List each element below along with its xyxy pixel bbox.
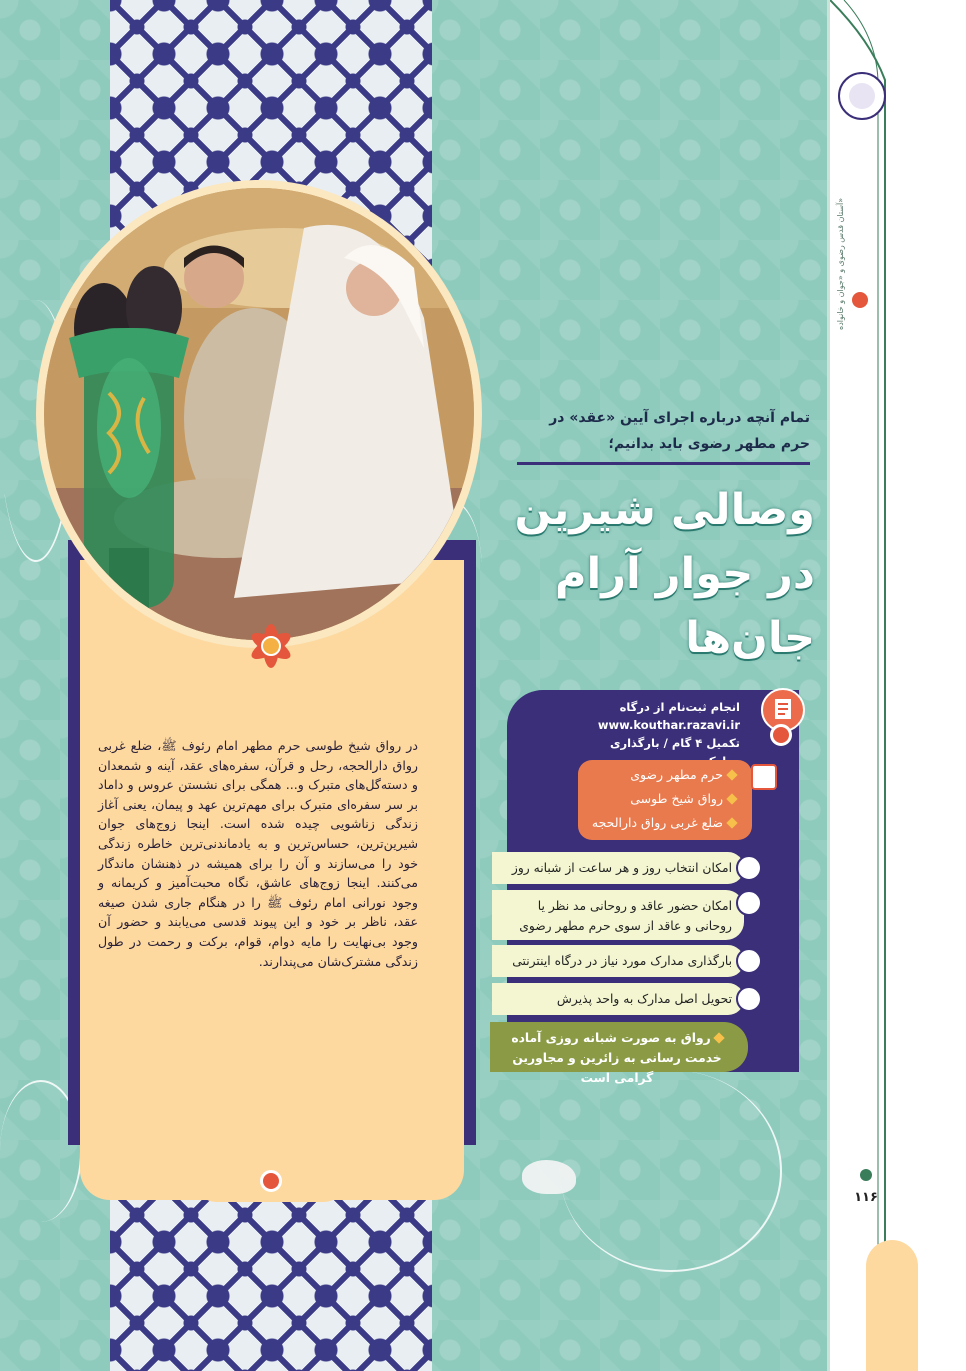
wedding-photo-illustration [44, 188, 474, 640]
wedding-photo [44, 188, 474, 640]
bullet-icon [713, 1032, 724, 1043]
map-icon [751, 764, 777, 790]
magazine-logo [838, 72, 886, 120]
feature-item: بارگذاری مدارک مورد نیاز در درگاه اینترنتی [492, 945, 744, 977]
article-intro: تمام آنچه درباره اجرای آیین «عقد» در حرم مطهر رضوی باید بدانیم؛ [549, 410, 810, 452]
feature-item: امکان انتخاب روز و هر ساعت از شبانه روز [492, 852, 744, 884]
feature-item: امکان حضور عاقد و روحانی مد نظر یا روحانی و عاقد از سوی حرم مطهر رضوی [492, 890, 744, 940]
bullet-icon [726, 817, 737, 828]
bullet-icon [726, 769, 737, 780]
location-item: ضلع غربی رواق دارالحجه [584, 811, 736, 835]
location-item: رواق شیخ طوسی [584, 787, 736, 811]
title-line-2: در جوار آرام جان‌ها [555, 549, 815, 663]
bird-decoration [522, 1160, 576, 1194]
registration-steps: تکمیل ۴ گام / بارگذاری [609, 736, 740, 750]
location-item: حرم مطهر رضوی [584, 763, 736, 787]
page-tab [866, 1240, 918, 1371]
clipboard-icon [736, 986, 762, 1012]
side-caption: آستان قدس رضوی و «جوان و خانواده» [836, 197, 845, 330]
upload-icon [736, 948, 762, 974]
feature-item: تحویل اصل مدارک به واحد پذیرش [492, 983, 744, 1015]
registration-url[interactable]: www.kouthar.razavi.ir [597, 718, 740, 732]
flower-ornament-icon [260, 1170, 282, 1192]
white-vine-decoration [560, 1070, 782, 1272]
registration-line: انجام ثبت‌نام از درگاه [619, 700, 740, 714]
flower-ornament-icon [770, 724, 792, 746]
flower-ornament-icon [249, 624, 293, 668]
calendar-icon [736, 855, 762, 881]
service-note: رواق به صورت شبانه روزی آماده خدمت رسانی به زائرین و مجاورین گرامی است [490, 1022, 748, 1072]
article-body: در رواق شیخ طوسی حرم مطهر امام رئوف ﷺ، ضلع غربی رواق دارالحجه، رحل و قرآن، سفره‌های عقد، آینه و شمعدان و دسته‌گل‌های متبرک و... همگی برای نشستن عروس و داماد بر سر سفره‌ای متبرک برای مهم‌ترین عهد و پیمان، یعنی آغاز زندگی زناشویی چیده شده است. اینجا زوج‌های جوان شیرین‌ترین، حساس‌ترین و به یادماندنی‌ترین خاطره زندگی خود را می‌سازند و آن را برای همیشه در ذهنشان ماندگار می‌کنند. اینجا زوج‌های عاشق، نگاه محبت‌آمیز و کریمانه و وجود نورانی امام رئوف ﷺ را در هنگام جاری شدن صیغه عقد، ناظر بر خود و این پیوند قدسی می‌یابند و حضور آن وجود بی‌نهایت را مایه دوام، قوام، برکت و رحمت در طول زندگی مشترک‌شان می‌پندارند. [98, 738, 418, 969]
page-number: ۱۱۶ [854, 1190, 878, 1205]
intro-divider [517, 462, 810, 465]
location-list [584, 763, 736, 835]
article-title [470, 478, 815, 670]
bullet-icon [726, 793, 737, 804]
cleric-icon [736, 890, 762, 916]
title-line-1: وصالی شیرین [514, 485, 815, 535]
